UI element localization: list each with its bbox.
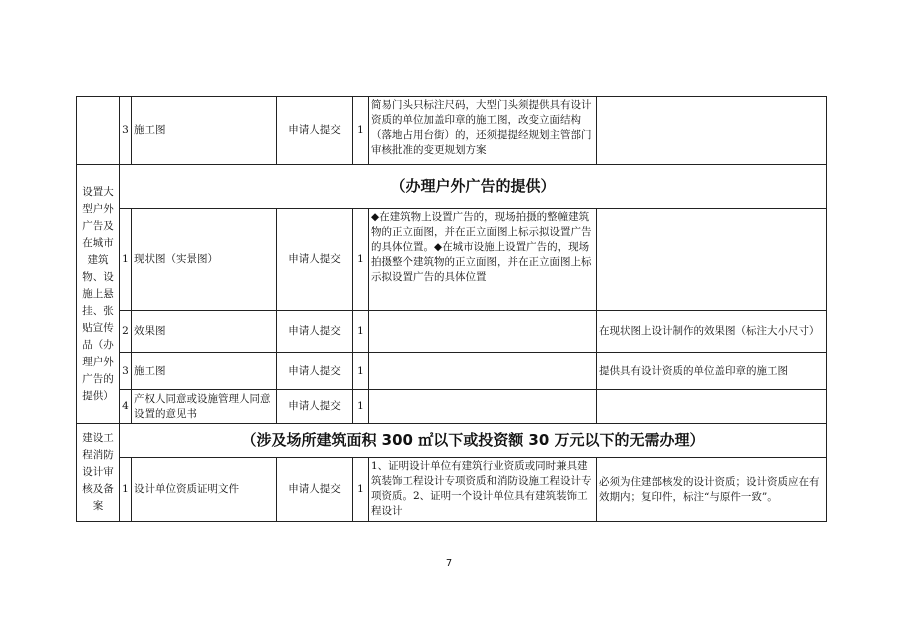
row-number: 3 xyxy=(120,97,132,165)
material-name: 现状图（实景图） xyxy=(132,209,277,311)
row-number: 3 xyxy=(120,353,132,390)
provider: 申请人提交 xyxy=(277,311,353,353)
requirement-text xyxy=(369,311,597,353)
remark-text: 在现状图上设计制作的效果图（标注大小尺寸） xyxy=(597,311,827,353)
table-row xyxy=(77,390,827,424)
category-label: 建设工程消防设计审核及备案 xyxy=(82,432,114,512)
row-number: 4 xyxy=(120,390,132,424)
category-cell-fire-design xyxy=(77,424,120,522)
copy-count: 1 xyxy=(353,97,369,165)
material-name: 设计单位资质证明文件 xyxy=(132,458,277,522)
requirement-text: 简易门头只标注尺码，大型门头须提供具有设计资质的单位加盖印章的施工图，改变立面结构（落地占用台街）的，还须提提经规划主管部门审核批准的变更规划方案 xyxy=(369,97,597,165)
section-header-row xyxy=(77,165,827,209)
category-label: 设置大型户外广告及在城市建筑物、设施上悬挂、张贴宣传品（办理户外广告的提供） xyxy=(82,185,114,402)
copy-count: 1 xyxy=(353,458,369,522)
remark-text: 必须为住建部核发的设计资质；设计资质应在有效期内；复印件，标注“与原件一致”。 xyxy=(597,458,827,522)
row-number: 1 xyxy=(120,209,132,311)
requirement-text xyxy=(369,390,597,424)
provider: 申请人提交 xyxy=(277,209,353,311)
provider: 申请人提交 xyxy=(277,353,353,390)
table-row xyxy=(77,97,827,165)
table-row xyxy=(77,311,827,353)
copy-count: 1 xyxy=(353,390,369,424)
page-number: 7 xyxy=(445,558,453,569)
material-name: 产权人同意或设施管理人同意设置的意见书 xyxy=(132,390,277,424)
provider: 申请人提交 xyxy=(277,458,353,522)
table-row xyxy=(77,209,827,311)
requirement-text: 1、证明设计单位有建筑行业资质或同时兼具建筑装饰工程设计专项资质和消防设施工程设计专项资质。2、证明一个设计单位具有建筑装饰工程设计 xyxy=(369,458,597,522)
section-header-row xyxy=(77,424,827,458)
material-name: 施工图 xyxy=(132,97,277,165)
requirements-table xyxy=(76,96,827,522)
section-title: （涉及场所建筑面积 300 ㎡以下或投资额 30 万元以下的无需办理） xyxy=(120,424,827,458)
copy-count: 1 xyxy=(353,311,369,353)
table-row xyxy=(77,353,827,390)
category-cell-empty xyxy=(77,97,120,165)
remark-text xyxy=(597,209,827,311)
remark-text: 提供具有设计资质的单位盖印章的施工图 xyxy=(597,353,827,390)
copy-count: 1 xyxy=(353,353,369,390)
requirement-text: ◆在建筑物上设置广告的，现场拍摄的整幢建筑物的正立面图，并在正立面图上标示拟设置广告的具体位置。◆在城市设施上设置广告的，现场拍摄整个建筑物的正立面图，并在正立面图上标示拟设置广告的具体位置 xyxy=(369,209,597,311)
category-cell-outdoor-ad xyxy=(77,165,120,424)
remark-text xyxy=(597,390,827,424)
provider: 申请人提交 xyxy=(277,390,353,424)
material-name: 施工图 xyxy=(132,353,277,390)
section-title: （办理户外广告的提供） xyxy=(120,165,827,209)
row-number: 1 xyxy=(120,458,132,522)
remark-text xyxy=(597,97,827,165)
material-name: 效果图 xyxy=(132,311,277,353)
table-row xyxy=(77,458,827,522)
provider: 申请人提交 xyxy=(277,97,353,165)
requirement-text xyxy=(369,353,597,390)
row-number: 2 xyxy=(120,311,132,353)
copy-count: 1 xyxy=(353,209,369,311)
